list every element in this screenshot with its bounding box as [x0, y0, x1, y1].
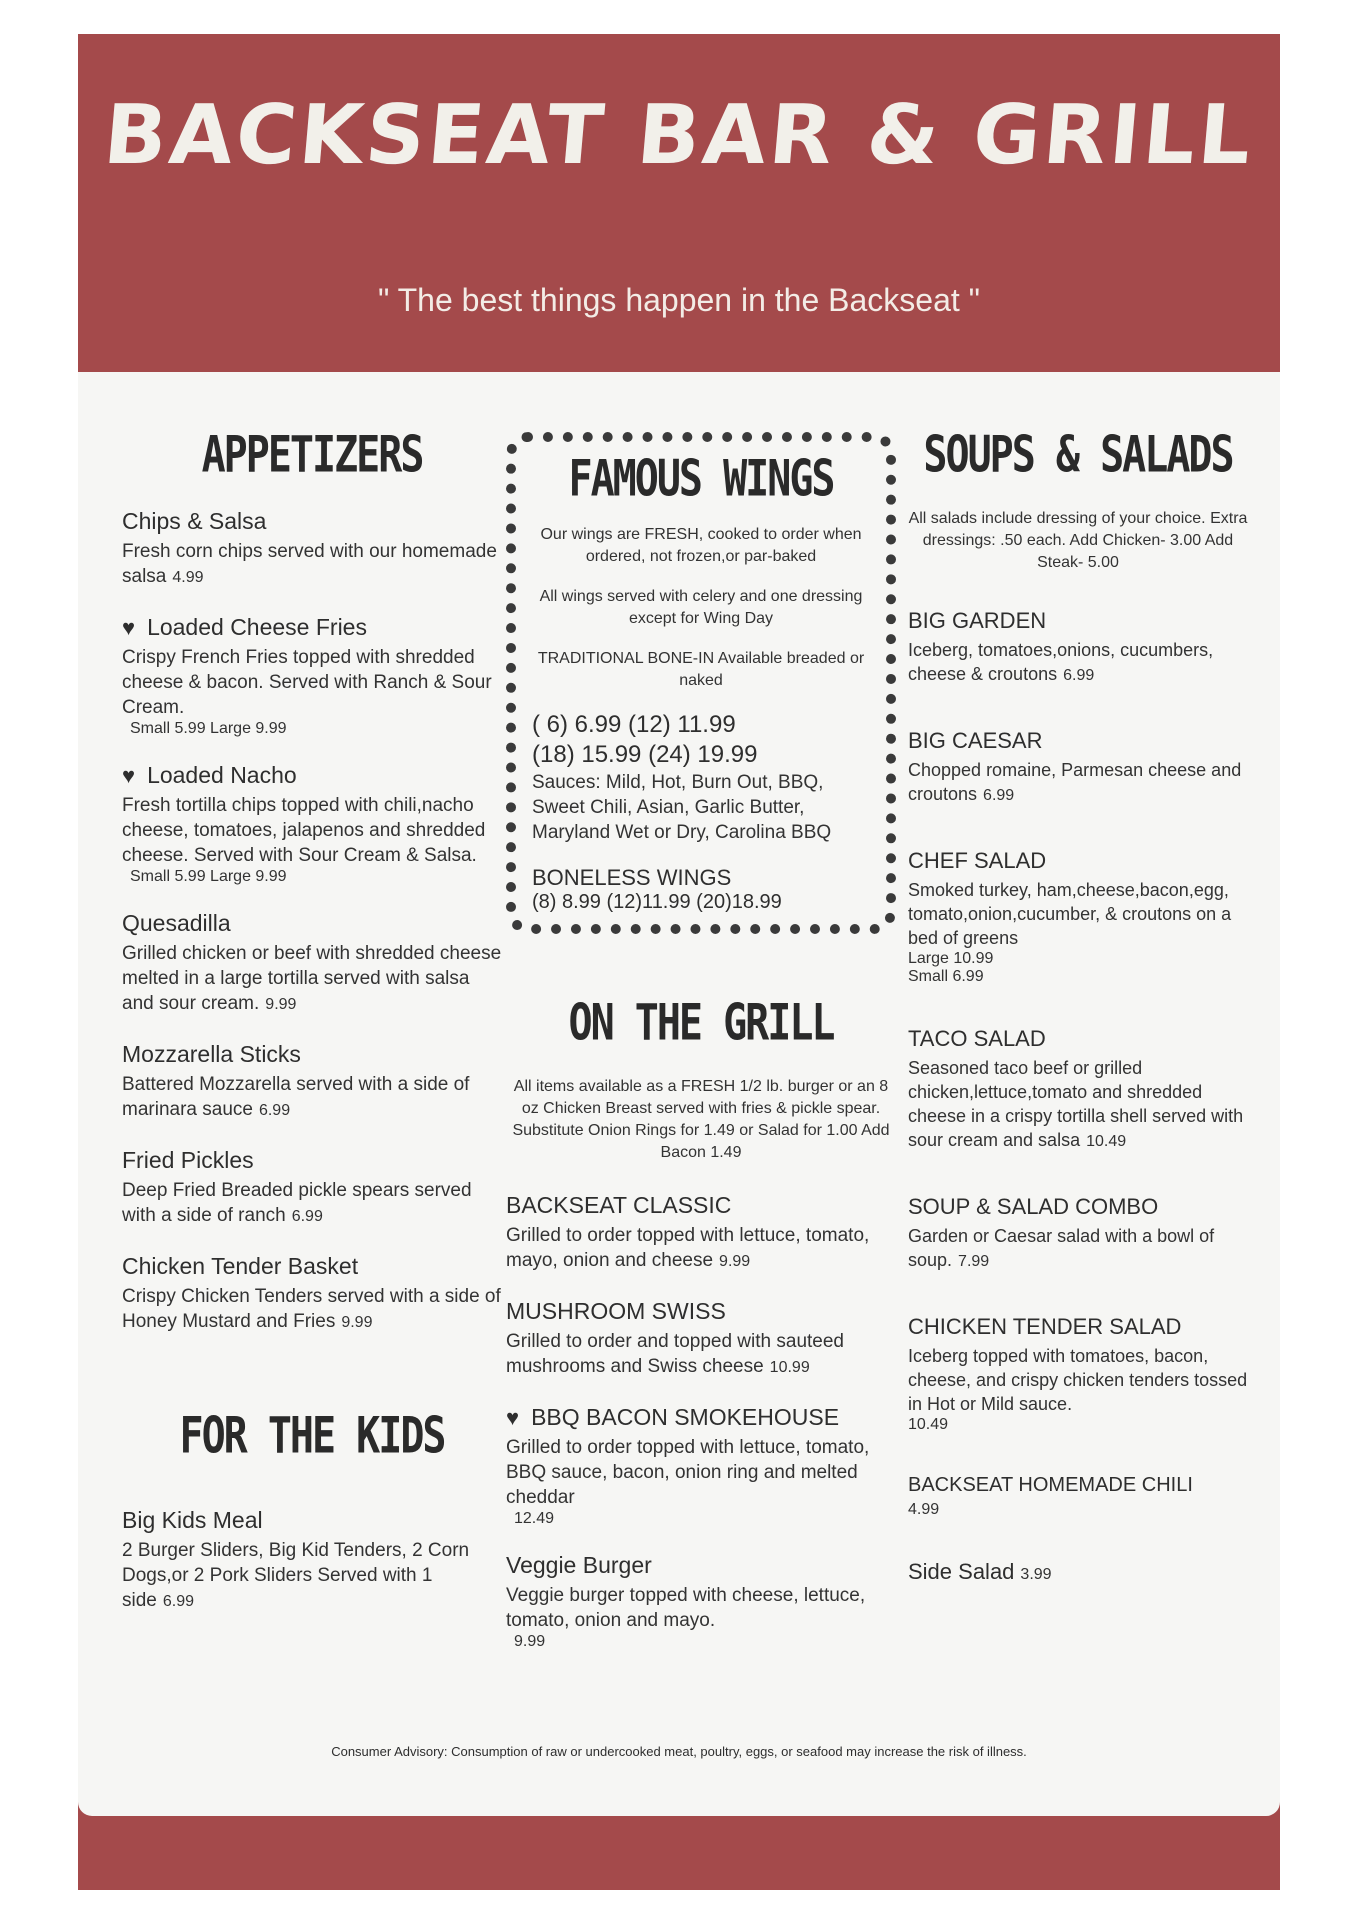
item-desc-text: Grilled to order topped with lettuce, tomato, mayo, onion and cheese [506, 1225, 870, 1271]
wings-grill-column [506, 432, 896, 1675]
salads-heading: SOUPS & SALADS [923, 426, 1233, 484]
item-name: BIG GARDEN [908, 608, 1047, 633]
menu-item [908, 848, 1248, 986]
item-desc [506, 1223, 896, 1274]
wings-note: All wings served with celery and one dressing except for Wing Day [539, 588, 863, 627]
item-price: 6.99 [291, 1208, 323, 1225]
item-desc-text: Grilled to order and topped with sauteed mushrooms and Swiss cheese [506, 1331, 844, 1377]
menu-item [122, 614, 502, 738]
item-name-text: Loaded Cheese Fries [147, 614, 367, 640]
item-name [908, 1559, 1248, 1585]
item-desc [122, 941, 502, 1017]
item-name: BACKSEAT CLASSIC [506, 1192, 732, 1218]
item-name: Quesadilla [122, 910, 231, 936]
item-name [122, 762, 502, 789]
item-price: 10.49 [1086, 1133, 1127, 1150]
menu-item [122, 1507, 502, 1614]
menu-item [122, 910, 502, 1017]
item-desc [122, 1072, 502, 1123]
item-sizes: Small 5.99 Large 9.99 [130, 868, 287, 885]
item-desc: Iceberg topped with tomatoes, bacon, cheese, and crispy chicken tenders tossed in Hot or Mild sauce. [908, 1346, 1248, 1414]
item-price: 9.99 [265, 996, 297, 1013]
item-price: 4.99 [172, 569, 204, 586]
wings-box [506, 432, 896, 934]
item-name [122, 614, 502, 641]
menu-item [122, 508, 502, 590]
heart-icon: ♥ [506, 1405, 520, 1430]
item-desc-text: Fresh corn chips served with our homemade salsa [122, 541, 497, 587]
item-price: 6.99 [258, 1102, 291, 1119]
boneless-prices: (8) 8.99 (12)11.99 (20)18.99 [532, 891, 782, 913]
appetizers-column [122, 426, 502, 1638]
menu-sheet [78, 372, 1280, 1816]
item-name: BIG CAESAR [908, 728, 1043, 753]
menu-item [506, 1404, 896, 1528]
item-desc: Fresh tortilla chips topped with chili,nacho cheese, tomatoes, jalapenos and shredded cheese. Served with Sour Cream & Salsa. [122, 795, 486, 866]
salads-column [908, 426, 1248, 1625]
menu-item [908, 1559, 1248, 1585]
menu-item [908, 1314, 1248, 1434]
item-desc-text: Grilled chicken or beef with shredded cheese melted in a large tortilla served with salsa and sour cream. [122, 943, 502, 1014]
item-price: 6.99 [162, 1593, 194, 1610]
boneless-title: BONELESS WINGS [532, 865, 732, 890]
item-desc: Smoked turkey, ham,cheese,bacon,egg, tomato,onion,cucumber, & croutons on a bed of greens [908, 880, 1232, 948]
item-desc-text: 2 Burger Sliders, Big Kid Tenders, 2 Corn Dogs,or 2 Pork Sliders Served with 1 side [122, 1540, 470, 1611]
item-size-small: Small 6.99 [908, 968, 984, 985]
item-size-large: Large 10.99 [908, 950, 994, 967]
item-name-text: Side Salad [908, 1559, 1015, 1584]
menu-item [122, 1041, 502, 1123]
item-desc [122, 539, 502, 590]
item-price: 6.99 [983, 787, 1015, 804]
item-desc [908, 1224, 1248, 1274]
wing-prices: ( 6) 6.99 (12) 11.99 [532, 711, 736, 738]
item-price: 6.99 [1063, 667, 1095, 684]
item-name: Mozzarella Sticks [122, 1041, 301, 1067]
item-price: 4.99 [908, 1501, 940, 1518]
menu-item [506, 1552, 896, 1651]
menu-item [122, 1147, 502, 1229]
item-desc: Grilled to order topped with lettuce, tomato, BBQ sauce, bacon, onion ring and melted cheddar [506, 1437, 870, 1508]
item-desc: Veggie burger topped with cheese, lettuce, tomato, onion and mayo. [506, 1585, 866, 1631]
item-desc [122, 1178, 502, 1229]
tagline: " The best things happen in the Backseat " [377, 282, 981, 318]
item-name-text: BBQ BACON SMOKEHOUSE [531, 1404, 840, 1430]
item-desc-text: Deep Fried Breaded pickle spears served with a side of ranch [122, 1180, 472, 1226]
kids-heading: FOR THE KIDS [179, 1407, 445, 1465]
item-name: TACO SALAD [908, 1026, 1046, 1051]
menu-item [908, 1474, 1248, 1519]
menu-item [122, 762, 502, 886]
heart-icon: ♥ [122, 615, 136, 640]
item-name: CHICKEN TENDER SALAD [908, 1314, 1182, 1339]
item-desc-text: Battered Mozzarella served with a side of marinara sauce [122, 1074, 470, 1120]
salads-note: All salads include dressing of your choice. Extra dressings: .50 each. Add Chicken- 3.00 Add Steak- 5.00 [908, 510, 1248, 571]
menu-item [122, 1253, 502, 1335]
heart-icon: ♥ [122, 763, 136, 788]
item-price: 9.99 [719, 1253, 751, 1270]
item-name: BACKSEAT HOMEMADE CHILI [908, 1474, 1193, 1496]
item-name: SOUP & SALAD COMBO [908, 1194, 1159, 1219]
item-desc [908, 758, 1248, 808]
item-desc [506, 1329, 896, 1380]
item-name: Big Kids Meal [122, 1507, 263, 1533]
wings-heading: FAMOUS WINGS [568, 450, 834, 508]
item-name: Chicken Tender Basket [122, 1253, 359, 1279]
item-desc [122, 1538, 502, 1614]
menu-item [908, 1026, 1248, 1154]
grill-heading: ON THE GRILL [568, 994, 834, 1052]
item-desc-text: Iceberg, tomatoes,onions, cucumbers, cheese & croutons [908, 640, 1214, 684]
item-price: 9.99 [514, 1633, 546, 1650]
item-name-text: Loaded Nacho [147, 762, 297, 788]
item-sizes: Small 5.99 Large 9.99 [130, 720, 287, 737]
item-name: Veggie Burger [506, 1552, 652, 1578]
wing-prices: (18) 15.99 (24) 19.99 [532, 741, 758, 768]
item-name [506, 1404, 896, 1431]
menu-item [908, 608, 1248, 688]
item-desc-text: Chopped romaine, Parmesan cheese and croutons [908, 760, 1242, 804]
item-price: 12.49 [514, 1510, 555, 1527]
menu-item [908, 728, 1248, 808]
appetizers-heading: APPETIZERS [201, 426, 423, 484]
item-name: CHEF SALAD [908, 848, 1047, 873]
grill-note: All items available as a FRESH 1/2 lb. burger or an 8 oz Chicken Breast served with fries & pickle spear. Substitute Onion Rings for 1.49 or Salad for 1.00 Add Bacon 1.49 [512, 1078, 890, 1161]
item-desc-text: Seasoned taco beef or grilled chicken,lettuce,tomato and shredded cheese in a crispy tortilla shell served with sour cream and salsa [908, 1058, 1244, 1150]
item-price: 3.99 [1020, 1566, 1052, 1583]
wing-sauces: Sauces: Mild, Hot, Burn Out, BBQ, Sweet Chili, Asian, Garlic Butter, Maryland Wet or Dry, Carolina BBQ [532, 772, 832, 843]
item-desc: Crispy French Fries topped with shredded cheese & bacon. Served with Ranch & Sour Cream. [122, 647, 492, 718]
consumer-advisory: Consumer Advisory: Consumption of raw or undercooked meat, poultry, eggs, or seafood may increase the risk of illness. [331, 1744, 1027, 1759]
item-desc [908, 638, 1248, 688]
item-price: 9.99 [341, 1314, 373, 1331]
item-name: Fried Pickles [122, 1147, 254, 1173]
item-price: 10.99 [769, 1359, 810, 1376]
item-price: 7.99 [958, 1253, 990, 1270]
item-price: 10.49 [908, 1416, 949, 1433]
item-desc-text: Crispy Chicken Tenders served with a side of Honey Mustard and Fries [122, 1286, 501, 1332]
restaurant-title: BACKSEAT BAR & GRILL [100, 88, 1258, 183]
item-name: MUSHROOM SWISS [506, 1298, 726, 1324]
menu-item [908, 1194, 1248, 1274]
wings-note: Our wings are FRESH, cooked to order when ordered, not frozen,or par-baked [540, 526, 862, 565]
item-desc [122, 1284, 502, 1335]
menu-item [506, 1298, 896, 1380]
menu-page [78, 34, 1280, 1890]
item-name: Chips & Salsa [122, 508, 267, 534]
menu-item [506, 1192, 896, 1274]
item-desc-text: Garden or Caesar salad with a bowl of soup. [908, 1226, 1215, 1270]
wings-note: TRADITIONAL BONE-IN Available breaded or naked [537, 650, 865, 689]
item-desc [908, 1056, 1248, 1154]
